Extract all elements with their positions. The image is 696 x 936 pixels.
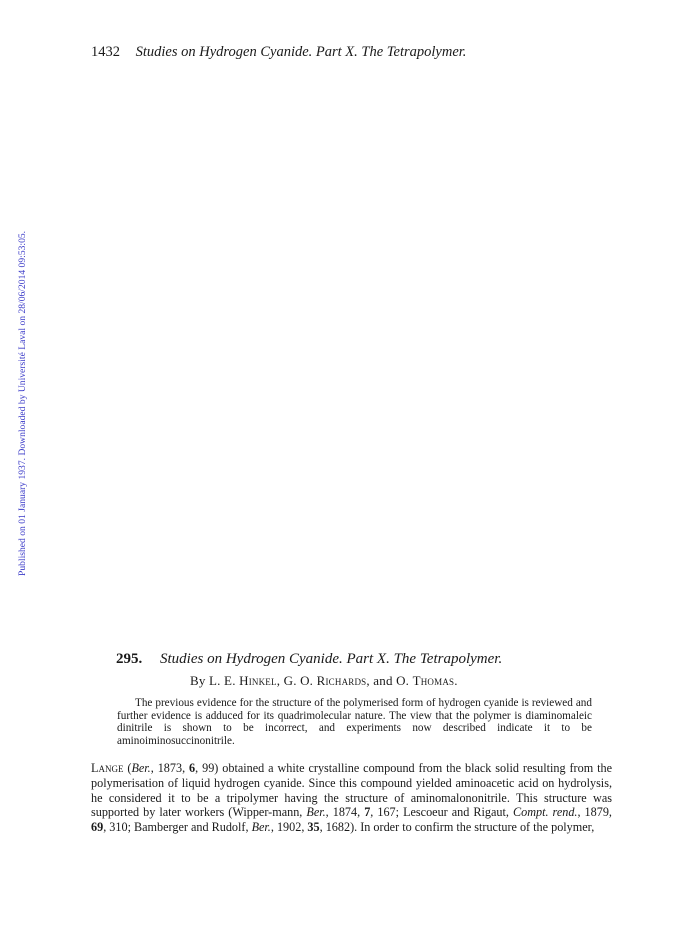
authors-sep-1: , G. O. — [276, 673, 317, 688]
body-seg: , 1902, — [270, 820, 308, 835]
journal-ber: Ber. — [131, 761, 151, 775]
running-title: Studies on Hydrogen Cyanide. Part X. The Tetrapolymer. — [135, 44, 467, 60]
journal-ber: Ber. — [251, 820, 271, 835]
author-hinkel: Hinkel — [239, 673, 277, 688]
volume: 6 — [189, 761, 196, 775]
author-thomas: Thomas — [412, 673, 455, 688]
body-paragraph — [91, 761, 612, 835]
authors-prefix: By L. E. — [190, 673, 240, 688]
volume: 35 — [307, 820, 320, 835]
body-seg: , 1873, — [150, 761, 190, 775]
authors-end: . — [454, 673, 458, 688]
article-title — [116, 651, 502, 668]
download-notice — [4, 186, 28, 576]
running-header — [91, 44, 466, 61]
journal-compt-rend: Compt. rend. — [512, 805, 578, 820]
article-number: 295. — [116, 651, 143, 667]
volume: 7 — [364, 805, 371, 820]
article-title-text: Studies on Hydrogen Cyanide. Part X. The Tetrapolymer. — [160, 651, 503, 667]
body-seg: , 1874, — [325, 805, 365, 820]
abstract: The previous evidence for the structure of the polymerised form of hydrogen cyanide is reviewed and further evidence is adduced for its quadrimolecular nature. The view that the polymer is diaminomaleic dinitrile is shown to be incorrect, and experiments now described indicate it to be aminoiminosuccinonitrile. — [117, 697, 592, 747]
body-seg: , 99) obtained a white crystalline compound from the black solid resulting from the polymerisation of liquid hydrogen cyanide. Since this compound yielded aminoacetic acid on hydrolysis, he considered it to be a tripolymer having the structure of aminomalononitrile. This structure was supported by later workers (Wipper-mann, — [91, 761, 612, 820]
authors-sep-2: , and O. — [366, 673, 413, 688]
ref-lange: Lange — [91, 761, 124, 775]
journal-ber: Ber. — [306, 805, 326, 820]
volume: 69 — [91, 820, 104, 835]
body-seg: , 310; Bamberger and Rudolf, — [103, 820, 252, 835]
author-richards: Richards — [316, 673, 367, 688]
download-notice-text[interactable]: Published on 01 January 1937. Downloaded by Université Laval on 28/06/2014 09:53:05. — [17, 230, 28, 576]
page-number: 1432 — [91, 44, 120, 60]
body-seg: , 1879, — [577, 805, 612, 820]
author-line — [190, 673, 458, 689]
body-seg: , 167; Lescoeur and Rigaut, — [370, 805, 513, 820]
body-seg: ( — [123, 761, 132, 775]
body-seg: , 1682). In order to confirm the structure of the polymer, — [319, 820, 595, 835]
